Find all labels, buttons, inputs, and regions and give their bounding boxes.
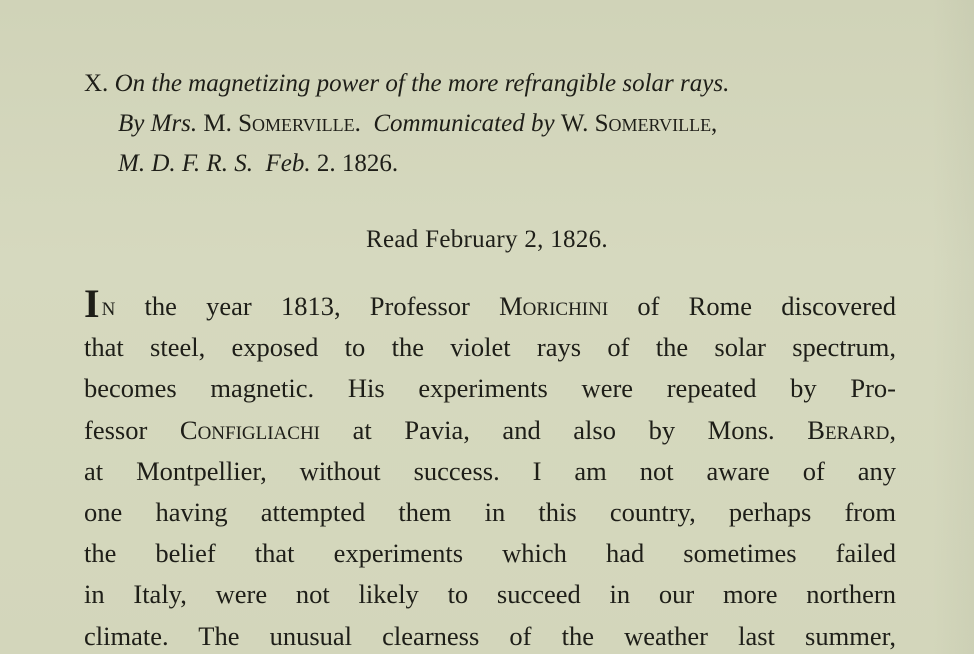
body-line [84,327,896,368]
drop-cap: I [84,281,100,326]
text-run: the belief that experiments which had sometimes failed [84,538,896,569]
body-line [84,368,896,409]
text-run: the year 1813, Professor [115,291,500,321]
body-line [84,574,896,615]
text-run: fessor [84,414,180,445]
small-caps-name: Configliachi [179,414,320,445]
article-body [84,281,896,654]
communicated-label: Communicated by [373,110,555,137]
credentials-line [118,144,904,184]
small-caps-name: Berard [807,414,890,445]
text-run: one having attempted them in this country, perhaps from [84,497,896,528]
read-date: Read February 2, 1826. [366,226,608,253]
article-title: On the magnetizing power of the more refrangible solar rays. [114,70,730,97]
date-label: Feb. [265,150,311,177]
body-line [84,533,896,574]
body-line [84,410,896,451]
communicator-degrees: M. D. F. R. S. [118,150,253,177]
byline-prefix: By Mrs. [118,110,198,137]
article-header [84,64,904,184]
body-line [102,291,896,321]
article-number: X. [84,70,109,97]
small-caps-name: Morichini [499,291,609,321]
text-run: of Rome discovered [608,291,896,321]
text-run: that steel, exposed to the violet rays of the solar spectrum, [84,332,896,363]
text-run: climate. The unusual clearness of the weather last summer, [84,620,896,651]
text-run: becomes magnetic. His experiments were repeated by Pro- [84,373,896,404]
author-name: M. Somerville. [203,110,361,137]
small-caps-name: n [101,291,116,321]
byline [118,104,904,144]
date-value: 2. 1826. [316,150,399,177]
page-edge-shadow [932,0,974,654]
text-run: at Montpellier, without success. I am not aware of any [84,455,896,486]
body-line-first [84,281,896,327]
text-run: in Italy, were not likely to succeed in our more northern [84,579,896,610]
body-line [84,616,896,654]
text-run: , [889,414,896,445]
communicator-name: W. Somerville, [560,110,718,137]
text-run: at Pavia, and also by Mons. [320,414,808,445]
body-line [84,451,896,492]
article-title-line [84,64,904,104]
body-line [84,492,896,533]
